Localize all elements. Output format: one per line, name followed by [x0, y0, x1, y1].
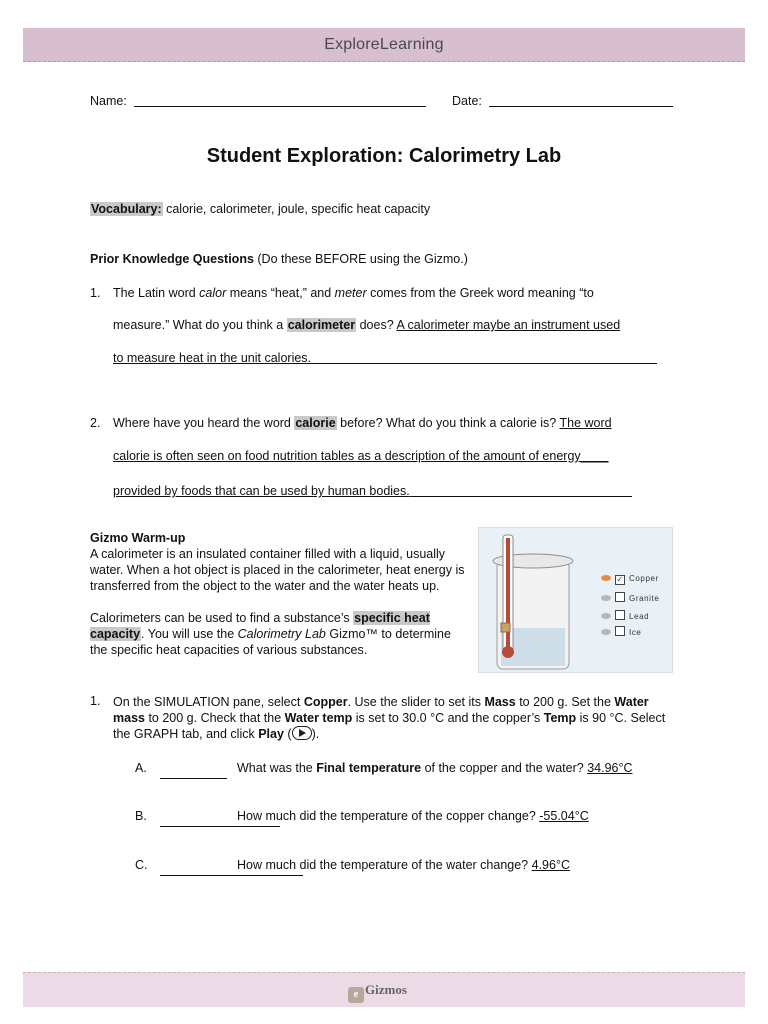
- checkbox-icon[interactable]: [615, 626, 625, 636]
- sub-answer[interactable]: 4.96°C: [531, 858, 570, 872]
- step-bold: Temp: [543, 711, 577, 725]
- eye-icon: [601, 613, 611, 619]
- date-blank[interactable]: [489, 93, 673, 107]
- sub-text: How much did the temperature of the water change?: [237, 858, 532, 872]
- eye-icon: [601, 629, 611, 635]
- q2-answer-1[interactable]: The word: [559, 416, 612, 430]
- q1-answer-1[interactable]: A calorimeter maybe an instrument used: [396, 318, 621, 332]
- step-1: [90, 694, 680, 742]
- step-bold: Water temp: [284, 711, 353, 725]
- date-label: Date:: [452, 94, 482, 108]
- page-title: Student Exploration: Calorimetry Lab: [206, 145, 562, 167]
- sub-letter: A.: [135, 761, 147, 775]
- checkbox-checked-icon[interactable]: ✓: [616, 575, 624, 584]
- q1-text-b: means “heat,” and: [226, 286, 335, 300]
- q2-text-a: Where have you heard the word: [113, 416, 295, 430]
- q2-blank[interactable]: [410, 483, 632, 497]
- subquestion-a-blank[interactable]: [160, 778, 227, 779]
- name-field: [90, 93, 426, 108]
- question-2-line-1: [90, 416, 612, 430]
- subquestion-b: [135, 809, 589, 823]
- q1-answer-2[interactable]: to measure heat in the unit calories.: [113, 351, 312, 365]
- date-field: [452, 93, 673, 108]
- q1-highlight: calorimeter: [287, 318, 356, 332]
- warmup-heading: Gizmo Warm-up: [90, 531, 186, 545]
- play-icon: [292, 726, 312, 740]
- question-1-line-1: [90, 286, 594, 300]
- legend-label: Ice: [629, 628, 642, 637]
- warmup-p2-text-a: Calorimeters can be used to find a substance’s: [90, 611, 354, 625]
- subquestion-c: [135, 858, 570, 872]
- subquestion-b-blank[interactable]: [160, 826, 280, 827]
- step-text: (: [283, 727, 292, 741]
- warmup-section: [90, 530, 470, 658]
- vocabulary-text: calorie, calorimeter, joule, specific heat capacity: [162, 202, 431, 216]
- step-text: to 200 g. Set the: [515, 695, 615, 709]
- q2-highlight: calorie: [295, 416, 336, 430]
- sub-answer[interactable]: -55.04°C: [539, 809, 589, 823]
- gizmos-logo-text: Gizmos: [365, 982, 407, 997]
- checkbox-icon[interactable]: [615, 592, 625, 602]
- calorimeter-simulation-image: [478, 527, 673, 673]
- sub-text: What was the: [237, 761, 317, 775]
- q2-answer-3[interactable]: provided by foods that can be used by human bodies.: [113, 484, 410, 498]
- q2-text-b: before? What do you think a calorie is?: [336, 416, 560, 430]
- q1-text-a: The Latin word: [113, 286, 200, 300]
- q1-calor: calor: [199, 286, 227, 300]
- sub-letter: B.: [135, 809, 147, 823]
- q2-answer-2[interactable]: calorie is often seen on food nutrition tables as a description of the amount of energy____: [113, 449, 609, 463]
- warmup-p2-text-b: . You will use the: [141, 627, 238, 641]
- q1-blank[interactable]: [311, 350, 657, 364]
- step-bold: Copper: [303, 695, 348, 709]
- warmup-paragraph-1: A calorimeter is an insulated container filled with a liquid, usually water. When a hot object is placed in the calorimeter, heat energy is transferred from the object to the water and the water heats up.: [90, 547, 465, 593]
- checkbox-icon[interactable]: [615, 610, 625, 620]
- sub-answer[interactable]: 34.96°C: [587, 761, 633, 775]
- prior-knowledge-heading: [90, 252, 468, 266]
- eye-icon: [601, 595, 611, 601]
- q1-text-c: comes from the Greek word meaning “to: [366, 286, 594, 300]
- eye-icon: [601, 575, 611, 581]
- legend-ice[interactable]: [601, 626, 641, 637]
- step-text: is set to 30.0 °C and the copper’s: [352, 711, 544, 725]
- name-blank[interactable]: [134, 93, 426, 107]
- gizmos-logo: [348, 982, 407, 1003]
- legend-lead[interactable]: [601, 610, 649, 621]
- q1-meter: meter: [334, 286, 367, 300]
- subquestion-a: [135, 761, 633, 775]
- step-text: . Use the slider to set its: [347, 695, 485, 709]
- legend-label: Lead: [629, 612, 650, 621]
- question-2-line-2: [113, 449, 608, 463]
- gizmos-mark-icon: e: [348, 987, 364, 1003]
- explorelearning-logo: ExploreLearning: [324, 36, 444, 53]
- legend-granite[interactable]: [601, 592, 659, 603]
- subquestion-c-blank[interactable]: [160, 875, 303, 876]
- step-text: to 200 g. Check that the: [144, 711, 285, 725]
- legend-label: Granite: [629, 594, 660, 603]
- warmup-paragraph-2: [90, 610, 470, 658]
- step-1-text: [113, 694, 680, 742]
- calorimeter-icon: [479, 528, 594, 672]
- warmup-p2-italic: Calorimetry Lab: [237, 627, 326, 641]
- question-number: 2.: [90, 416, 101, 430]
- step-bold: Play: [258, 727, 284, 741]
- step-bold: Water mass: [113, 695, 649, 725]
- question-1-line-2: [113, 318, 620, 332]
- step-text: On the SIMULATION pane, select: [113, 695, 304, 709]
- legend-copper[interactable]: [601, 574, 659, 585]
- question-number: 1.: [90, 286, 101, 300]
- prior-knowledge-title: Prior Knowledge Questions: [90, 252, 254, 266]
- sub-text: How much did the temperature of the copper change?: [237, 809, 540, 823]
- step-text: is 90 °C. Select the GRAPH tab, and click: [113, 711, 666, 741]
- q1-text-d: measure.” What do you think a: [113, 318, 287, 332]
- sub-bold: Final temperature: [316, 761, 422, 775]
- legend-label: Copper: [629, 574, 659, 583]
- sub-letter: C.: [135, 858, 148, 872]
- vocabulary-label: Vocabulary:: [91, 202, 162, 216]
- q1-text-e: does?: [356, 318, 397, 332]
- step-bold: Mass: [484, 695, 516, 709]
- question-1-line-3: [113, 350, 657, 365]
- warmup-highlight: specific heat capacity: [90, 611, 430, 641]
- sub-text: of the copper and the water?: [421, 761, 588, 775]
- vocabulary: [90, 202, 430, 216]
- warmup-p2-text-c: Gizmo™ to determine the specific heat capacities of various substances.: [90, 627, 451, 657]
- step-number: 1.: [90, 694, 101, 708]
- prior-knowledge-note: (Do these BEFORE using the Gizmo.): [253, 252, 468, 266]
- question-2-line-3: [113, 483, 632, 498]
- step-text: ).: [311, 727, 320, 741]
- name-label: Name:: [90, 94, 127, 108]
